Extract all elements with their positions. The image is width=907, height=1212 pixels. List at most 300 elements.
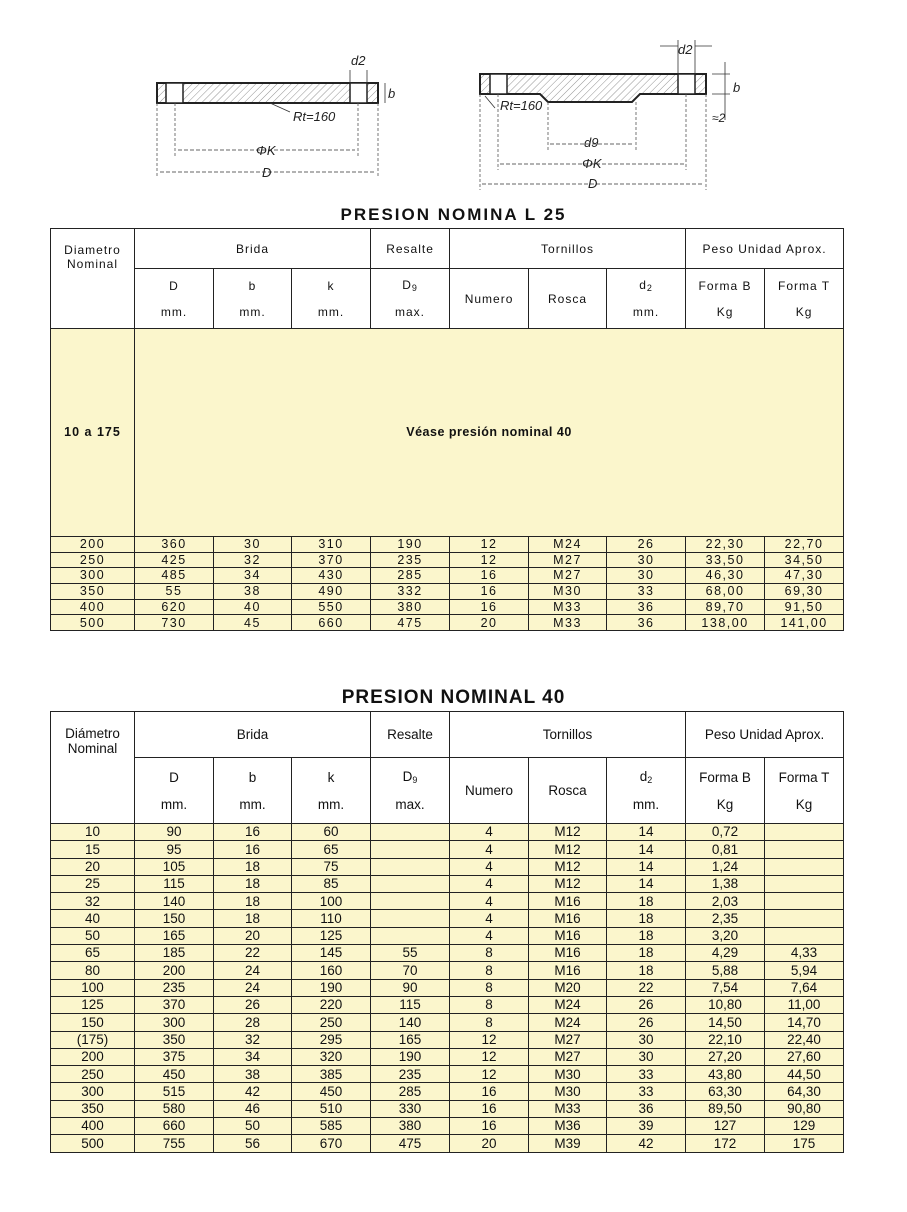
table-cell: M24 bbox=[529, 1014, 607, 1031]
table-cell bbox=[371, 824, 450, 841]
header-resalte: Resalte bbox=[371, 229, 450, 269]
table-cell: 33 bbox=[607, 584, 686, 600]
table-row bbox=[51, 841, 844, 858]
table-cell: 4 bbox=[450, 927, 529, 944]
table-cell: 350 bbox=[135, 1031, 214, 1048]
header-numero: Numero bbox=[450, 269, 529, 329]
table-row bbox=[51, 1031, 844, 1048]
header-b: b mm. bbox=[214, 758, 292, 824]
table-cell: 150 bbox=[135, 910, 214, 927]
table-cell: 63,30 bbox=[686, 1083, 765, 1100]
table-cell: 585 bbox=[292, 1118, 371, 1135]
table-cell: 16 bbox=[450, 568, 529, 584]
table-cell bbox=[765, 841, 844, 858]
label-d2-t: d2 bbox=[678, 42, 693, 57]
table-cell: M27 bbox=[529, 1031, 607, 1048]
table-row bbox=[51, 979, 844, 996]
label-rt-t: Rt=160 bbox=[500, 98, 543, 113]
table-cell: 14 bbox=[607, 824, 686, 841]
table-cell: 34 bbox=[214, 568, 292, 584]
table-cell: 145 bbox=[292, 945, 371, 962]
table-cell bbox=[371, 893, 450, 910]
header-numero: Numero bbox=[450, 758, 529, 824]
table-cell: 250 bbox=[51, 552, 135, 568]
table-cell: 32 bbox=[214, 1031, 292, 1048]
table-cell: 160 bbox=[292, 962, 371, 979]
table-cell bbox=[765, 910, 844, 927]
table-cell: 91,50 bbox=[765, 599, 844, 615]
table-cell: 140 bbox=[135, 893, 214, 910]
header-resalte: Resalte bbox=[371, 712, 450, 758]
table-cell: 475 bbox=[371, 615, 450, 631]
table-row bbox=[51, 858, 844, 875]
table-cell: 22,40 bbox=[765, 1031, 844, 1048]
table-cell: 285 bbox=[371, 1083, 450, 1100]
label-rt: Rt=160 bbox=[293, 109, 336, 124]
table-cell: 20 bbox=[51, 858, 135, 875]
table-cell: 85 bbox=[292, 875, 371, 892]
table-cell: 36 bbox=[607, 615, 686, 631]
table-cell: 14 bbox=[607, 875, 686, 892]
table-cell: 8 bbox=[450, 996, 529, 1013]
table-cell: 38 bbox=[214, 1066, 292, 1083]
table-cell: M30 bbox=[529, 584, 607, 600]
table-cell: 30 bbox=[607, 552, 686, 568]
table-cell: 80 bbox=[51, 962, 135, 979]
table-cell: 40 bbox=[214, 599, 292, 615]
table-cell: 5,88 bbox=[686, 962, 765, 979]
table-cell: 115 bbox=[135, 875, 214, 892]
table-cell: 24 bbox=[214, 979, 292, 996]
table-cell: 0,81 bbox=[686, 841, 765, 858]
table-cell: M16 bbox=[529, 927, 607, 944]
table-cell: 332 bbox=[371, 584, 450, 600]
table-cell: 400 bbox=[51, 599, 135, 615]
table-cell bbox=[765, 858, 844, 875]
table-cell: 40 bbox=[51, 910, 135, 927]
header-forma-t: Forma T Kg bbox=[765, 758, 844, 824]
label-k: ΦK bbox=[256, 143, 276, 158]
table-cell: 43,80 bbox=[686, 1066, 765, 1083]
table-cell: 4,29 bbox=[686, 945, 765, 962]
label-D: D bbox=[262, 165, 272, 180]
table-cell: 430 bbox=[292, 568, 371, 584]
flange-diagrams bbox=[0, 0, 907, 200]
table-cell: 55 bbox=[135, 584, 214, 600]
table-cell: 75 bbox=[292, 858, 371, 875]
table-cell bbox=[371, 927, 450, 944]
table-cell: M12 bbox=[529, 824, 607, 841]
table-cell: 44,50 bbox=[765, 1066, 844, 1083]
header-diametro: Diametro Nominal bbox=[51, 229, 135, 329]
table-cell: M33 bbox=[529, 615, 607, 631]
table-cell: 14 bbox=[607, 858, 686, 875]
table-cell bbox=[371, 841, 450, 858]
table-cell: 8 bbox=[450, 962, 529, 979]
table-row bbox=[51, 568, 844, 584]
header-rosca: Rosca bbox=[529, 758, 607, 824]
table-cell: 1,38 bbox=[686, 875, 765, 892]
table-cell: M12 bbox=[529, 875, 607, 892]
table-cell bbox=[371, 875, 450, 892]
table-cell: 60 bbox=[292, 824, 371, 841]
table-cell: 46 bbox=[214, 1100, 292, 1117]
table-cell: M16 bbox=[529, 962, 607, 979]
table-row bbox=[51, 1048, 844, 1065]
header-d2: $d_2$ mm. bbox=[607, 758, 686, 824]
table-cell: 15 bbox=[51, 841, 135, 858]
range-label: 10 a 175 bbox=[51, 329, 135, 537]
table-cell: 4,33 bbox=[765, 945, 844, 962]
table-cell: 18 bbox=[214, 910, 292, 927]
table-cell: 660 bbox=[135, 1118, 214, 1135]
header-d9: $D_9$ max. bbox=[371, 269, 450, 329]
pn25-title: PRESION NOMINA L 25 bbox=[340, 205, 567, 224]
table-cell: 20 bbox=[450, 1135, 529, 1152]
table-cell: 65 bbox=[292, 841, 371, 858]
table-cell: 4 bbox=[450, 841, 529, 858]
table-cell: 22,70 bbox=[765, 537, 844, 553]
label-b: b bbox=[388, 86, 396, 101]
table-cell: 350 bbox=[51, 1100, 135, 1117]
table-cell: 68,00 bbox=[686, 584, 765, 600]
table-cell: M16 bbox=[529, 893, 607, 910]
table-cell: 27,60 bbox=[765, 1048, 844, 1065]
table-cell: 500 bbox=[51, 615, 135, 631]
table-cell bbox=[765, 875, 844, 892]
pn40-title: PRESION NOMINAL 40 bbox=[341, 687, 566, 708]
table-row bbox=[51, 945, 844, 962]
header-peso: Peso Unidad Aprox. bbox=[686, 712, 844, 758]
table-cell: 33,50 bbox=[686, 552, 765, 568]
table-cell: 4 bbox=[450, 824, 529, 841]
table-cell: 295 bbox=[292, 1031, 371, 1048]
table-cell: 0,72 bbox=[686, 824, 765, 841]
table-cell: 38 bbox=[214, 584, 292, 600]
table-cell: 18 bbox=[607, 962, 686, 979]
table-cell: 5,94 bbox=[765, 962, 844, 979]
table-cell: 8 bbox=[450, 945, 529, 962]
header-tornillos: Tornillos bbox=[450, 712, 686, 758]
table-row bbox=[51, 927, 844, 944]
table-cell: 18 bbox=[214, 858, 292, 875]
table-cell: 89,70 bbox=[686, 599, 765, 615]
table-cell: M20 bbox=[529, 979, 607, 996]
table-cell: 220 bbox=[292, 996, 371, 1013]
header-diametro: Diámetro Nominal bbox=[51, 712, 135, 824]
table-cell: 32 bbox=[51, 893, 135, 910]
table-cell: 16 bbox=[450, 599, 529, 615]
table-row bbox=[51, 910, 844, 927]
table-cell: 620 bbox=[135, 599, 214, 615]
table-row bbox=[51, 537, 844, 553]
table-cell: 400 bbox=[51, 1118, 135, 1135]
table-cell: 47,30 bbox=[765, 568, 844, 584]
table-cell: 730 bbox=[135, 615, 214, 631]
table-cell: 4 bbox=[450, 875, 529, 892]
table-cell: 69,30 bbox=[765, 584, 844, 600]
table-cell: 22 bbox=[214, 945, 292, 962]
table-row bbox=[51, 584, 844, 600]
table-cell: 30 bbox=[607, 568, 686, 584]
table-cell: 39 bbox=[607, 1118, 686, 1135]
table-cell: 50 bbox=[214, 1118, 292, 1135]
table-cell: 200 bbox=[51, 1048, 135, 1065]
flange-form-t-drawing bbox=[480, 40, 740, 191]
table-cell: 510 bbox=[292, 1100, 371, 1117]
table-cell bbox=[371, 910, 450, 927]
table-cell: 300 bbox=[135, 1014, 214, 1031]
table-cell: 190 bbox=[371, 1048, 450, 1065]
header-d9: $D_9$ max. bbox=[371, 758, 450, 824]
table-cell: 140 bbox=[371, 1014, 450, 1031]
label-approx2: ≈2 bbox=[712, 111, 726, 125]
table-row bbox=[51, 552, 844, 568]
table-cell: 129 bbox=[765, 1118, 844, 1135]
table-cell: 42 bbox=[607, 1135, 686, 1152]
table-cell: 26 bbox=[607, 537, 686, 553]
label-k-t: ΦK bbox=[582, 156, 602, 171]
table-cell: 385 bbox=[292, 1066, 371, 1083]
table-cell: M39 bbox=[529, 1135, 607, 1152]
table-cell: 16 bbox=[450, 584, 529, 600]
table-cell: 330 bbox=[371, 1100, 450, 1117]
table-cell: 16 bbox=[450, 1100, 529, 1117]
table-cell: 50 bbox=[51, 927, 135, 944]
label-b-t: b bbox=[733, 80, 741, 95]
table-cell: 475 bbox=[371, 1135, 450, 1152]
header-forma-t: Forma T Kg bbox=[765, 269, 844, 329]
table-row bbox=[51, 599, 844, 615]
table-cell: 115 bbox=[371, 996, 450, 1013]
table-cell: 4 bbox=[450, 858, 529, 875]
table-cell: 18 bbox=[607, 910, 686, 927]
table-cell: 165 bbox=[135, 927, 214, 944]
table-cell: 138,00 bbox=[686, 615, 765, 631]
table-cell: 450 bbox=[292, 1083, 371, 1100]
table-cell: 10,80 bbox=[686, 996, 765, 1013]
table-row bbox=[51, 962, 844, 979]
table-cell: 550 bbox=[292, 599, 371, 615]
table-row bbox=[51, 875, 844, 892]
table-row bbox=[51, 1100, 844, 1117]
header-forma-b: Forma B Kg bbox=[686, 758, 765, 824]
table-cell: 30 bbox=[214, 537, 292, 553]
table-cell: 65 bbox=[51, 945, 135, 962]
table-cell: 18 bbox=[214, 893, 292, 910]
table-cell: 64,30 bbox=[765, 1083, 844, 1100]
table-cell: 12 bbox=[450, 1048, 529, 1065]
table-cell: 42 bbox=[214, 1083, 292, 1100]
header-k: k mm. bbox=[292, 758, 371, 824]
table-cell: 95 bbox=[135, 841, 214, 858]
table-cell: 89,50 bbox=[686, 1100, 765, 1117]
table-cell: 22,10 bbox=[686, 1031, 765, 1048]
table-cell: 2,35 bbox=[686, 910, 765, 927]
header-forma-b: Forma B Kg bbox=[686, 269, 765, 329]
header-brida: Brida bbox=[135, 229, 371, 269]
table-cell: 12 bbox=[450, 552, 529, 568]
table-cell: 580 bbox=[135, 1100, 214, 1117]
table-cell: 7,54 bbox=[686, 979, 765, 996]
table-row bbox=[51, 1118, 844, 1135]
table-cell: 36 bbox=[607, 1100, 686, 1117]
table-cell: 380 bbox=[371, 1118, 450, 1135]
table-cell: 125 bbox=[292, 927, 371, 944]
table-cell: 14,70 bbox=[765, 1014, 844, 1031]
table-cell: 45 bbox=[214, 615, 292, 631]
table-cell: 18 bbox=[607, 927, 686, 944]
table-cell: 360 bbox=[135, 537, 214, 553]
header-D: D mm. bbox=[135, 269, 214, 329]
table-cell: 18 bbox=[214, 875, 292, 892]
pn25-table bbox=[50, 228, 844, 631]
table-cell: 200 bbox=[135, 962, 214, 979]
table-cell: 4 bbox=[450, 893, 529, 910]
table-cell: 100 bbox=[292, 893, 371, 910]
table-cell: 105 bbox=[135, 858, 214, 875]
table-row bbox=[51, 996, 844, 1013]
table-cell: M12 bbox=[529, 858, 607, 875]
table-cell: 24 bbox=[214, 962, 292, 979]
table-cell: 320 bbox=[292, 1048, 371, 1065]
table-cell: 26 bbox=[214, 996, 292, 1013]
table-cell: 14 bbox=[607, 841, 686, 858]
table-cell: 190 bbox=[292, 979, 371, 996]
header-d2: $d_2$ mm. bbox=[607, 269, 686, 329]
header-D: D mm. bbox=[135, 758, 214, 824]
table-cell: 490 bbox=[292, 584, 371, 600]
table-cell bbox=[765, 927, 844, 944]
table-cell: 375 bbox=[135, 1048, 214, 1065]
table-cell: 125 bbox=[51, 996, 135, 1013]
table-cell: 370 bbox=[292, 552, 371, 568]
table-cell: 34,50 bbox=[765, 552, 844, 568]
table-row bbox=[51, 1066, 844, 1083]
table-cell: M16 bbox=[529, 910, 607, 927]
table-cell: 235 bbox=[371, 1066, 450, 1083]
table-cell: 16 bbox=[450, 1118, 529, 1135]
table-cell: M36 bbox=[529, 1118, 607, 1135]
table-cell: 11,00 bbox=[765, 996, 844, 1013]
table-cell: 20 bbox=[450, 615, 529, 631]
table-cell: 235 bbox=[135, 979, 214, 996]
table-cell: 30 bbox=[607, 1031, 686, 1048]
table-cell: 56 bbox=[214, 1135, 292, 1152]
table-cell: 20 bbox=[214, 927, 292, 944]
table-cell: 515 bbox=[135, 1083, 214, 1100]
table-cell: M33 bbox=[529, 599, 607, 615]
label-d9: d9 bbox=[584, 135, 599, 150]
table-cell: 12 bbox=[450, 1031, 529, 1048]
label-d2: d2 bbox=[351, 53, 366, 68]
table-cell: 22,30 bbox=[686, 537, 765, 553]
table-cell: 485 bbox=[135, 568, 214, 584]
table-cell: 3,20 bbox=[686, 927, 765, 944]
table-cell: 33 bbox=[607, 1083, 686, 1100]
table-cell: 165 bbox=[371, 1031, 450, 1048]
table-cell: 425 bbox=[135, 552, 214, 568]
table-cell: M27 bbox=[529, 1048, 607, 1065]
table-cell: 90 bbox=[371, 979, 450, 996]
table-cell: 16 bbox=[214, 824, 292, 841]
table-row bbox=[51, 824, 844, 841]
table-cell: 36 bbox=[607, 599, 686, 615]
table-row bbox=[51, 1014, 844, 1031]
table-cell: 26 bbox=[607, 1014, 686, 1031]
table-cell: 25 bbox=[51, 875, 135, 892]
table-cell: 46,30 bbox=[686, 568, 765, 584]
table-cell: 380 bbox=[371, 599, 450, 615]
header-rosca: Rosca bbox=[529, 269, 607, 329]
table-cell: 755 bbox=[135, 1135, 214, 1152]
table-cell: 100 bbox=[51, 979, 135, 996]
table-cell: 55 bbox=[371, 945, 450, 962]
table-cell: 110 bbox=[292, 910, 371, 927]
table-cell: 90,80 bbox=[765, 1100, 844, 1117]
table-cell: M27 bbox=[529, 552, 607, 568]
table-cell: 185 bbox=[135, 945, 214, 962]
table-cell: 235 bbox=[371, 552, 450, 568]
table-cell: 26 bbox=[607, 996, 686, 1013]
table-cell: M30 bbox=[529, 1083, 607, 1100]
table-cell: 370 bbox=[135, 996, 214, 1013]
table-cell: 190 bbox=[371, 537, 450, 553]
table-cell: 660 bbox=[292, 615, 371, 631]
table-cell: 34 bbox=[214, 1048, 292, 1065]
table-cell: 18 bbox=[607, 893, 686, 910]
table-row bbox=[51, 893, 844, 910]
table-cell: 310 bbox=[292, 537, 371, 553]
table-cell: 300 bbox=[51, 568, 135, 584]
header-k: k mm. bbox=[292, 269, 371, 329]
table-row bbox=[51, 1083, 844, 1100]
table-cell: 175 bbox=[765, 1135, 844, 1152]
table-cell: 300 bbox=[51, 1083, 135, 1100]
table-row bbox=[51, 615, 844, 631]
table-cell: 30 bbox=[607, 1048, 686, 1065]
table-cell: (175) bbox=[51, 1031, 135, 1048]
table-cell: 22 bbox=[607, 979, 686, 996]
table-cell: 33 bbox=[607, 1066, 686, 1083]
header-peso: Peso Unidad Aprox. bbox=[686, 229, 844, 269]
header-b: b mm. bbox=[214, 269, 292, 329]
table-cell: 90 bbox=[135, 824, 214, 841]
table-cell: 10 bbox=[51, 824, 135, 841]
pn40-table bbox=[50, 711, 844, 1153]
table-cell: 28 bbox=[214, 1014, 292, 1031]
table-cell: 670 bbox=[292, 1135, 371, 1152]
table-cell: M12 bbox=[529, 841, 607, 858]
table-cell: 12 bbox=[450, 1066, 529, 1083]
label-D-t: D bbox=[588, 176, 598, 191]
table-row bbox=[51, 1135, 844, 1152]
table-cell: 1,24 bbox=[686, 858, 765, 875]
table-cell: 127 bbox=[686, 1118, 765, 1135]
table-cell: M24 bbox=[529, 996, 607, 1013]
table-cell: 350 bbox=[51, 584, 135, 600]
header-tornillos: Tornillos bbox=[450, 229, 686, 269]
table-cell bbox=[765, 824, 844, 841]
table-cell: 172 bbox=[686, 1135, 765, 1152]
table-cell: 14,50 bbox=[686, 1014, 765, 1031]
table-cell: 141,00 bbox=[765, 615, 844, 631]
flange-form-b-drawing bbox=[157, 53, 395, 180]
table-cell: M33 bbox=[529, 1100, 607, 1117]
table-cell: 32 bbox=[214, 552, 292, 568]
table-cell: 7,64 bbox=[765, 979, 844, 996]
table-cell: 250 bbox=[292, 1014, 371, 1031]
